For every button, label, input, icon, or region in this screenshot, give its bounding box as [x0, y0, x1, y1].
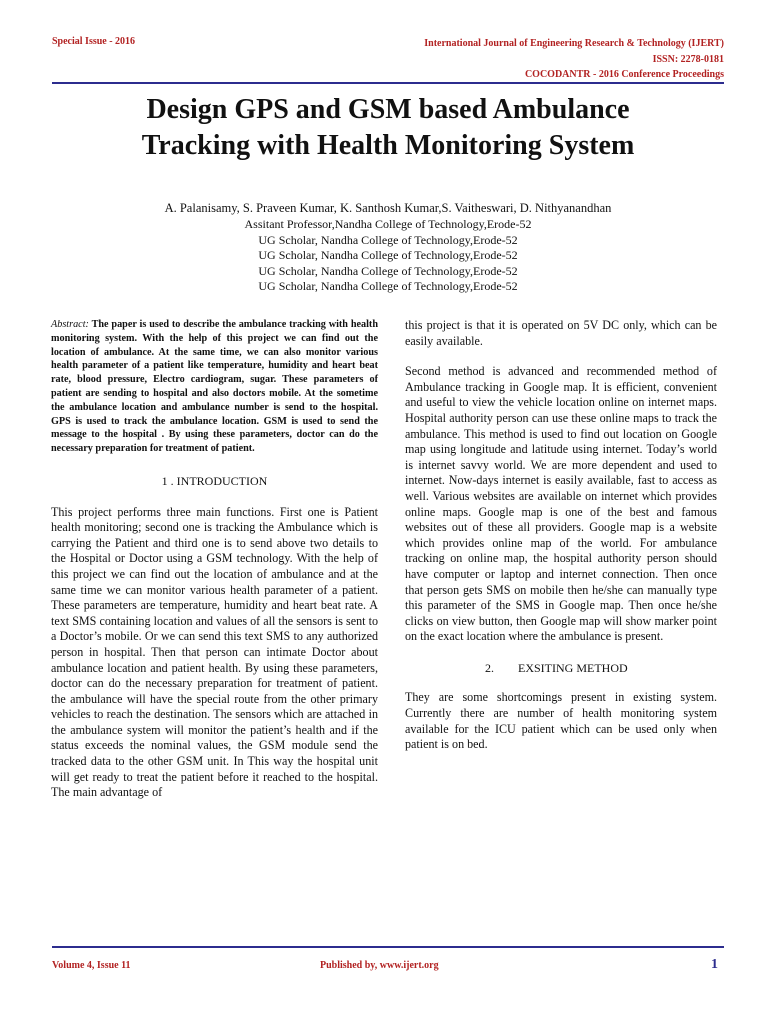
section-number: 2. [485, 660, 494, 675]
footer-publisher: Published by, www.ijert.org [320, 960, 439, 971]
section-title: EXSITING METHOD [518, 660, 628, 675]
header-issn: ISSN: 2278-0181 [652, 53, 724, 65]
header-special-issue: Special Issue - 2016 [52, 36, 136, 47]
header-divider [52, 82, 724, 84]
google-map-method-paragraph: Second method is advanced and recommended method of Ambulance tracking in Google map. It is efficient, convenient and useful to view the vehicle location online on internet maps. Hospital authority person can use these online maps to track the ambulance. This method is used to find out location on Google map using longitude and latitude using internet. Today’s world is internet savvy world. We are more dependent and used to internet. Now-days internet is easily available, fast to access as well. Various websites are available on internet which provides online maps. Google map is one of the best and famous websites out of these all providers. Google map is a website which provides online map of the world. For ambulance tracking on online map, the hospital authority person should have computer or laptop and internet connection. Then once that person gets SMS on mobile then he/she can manually type this parameter of the SMS in Google map. Then once he/she clicks on view button, then Google map will show marker point on the exact location where the ambulance is present. [405, 364, 717, 644]
title-line-1: Design GPS and GSM based Ambulance [146, 94, 630, 125]
section-heading-introduction: 1 . INTRODUCTION [161, 473, 268, 488]
header-journal-info [364, 36, 724, 83]
affiliation-line: UG Scholar, Nandha College of Technology,Erode-52 [258, 279, 518, 294]
author-list: A. Palanisamy, S. Praveen Kumar, K. Santhosh Kumar,S. Vaitheswari, D. Nithyanandhan [164, 201, 612, 215]
title-line-2: Tracking with Health Monitoring System [141, 130, 635, 161]
existing-method-text: They are some shortcomings present in existing system. Currently there are number of health monitoring system available for the ICU patient which can be used only when patient is on bed. [405, 690, 717, 752]
footer-volume: Volume 4, Issue 11 [52, 960, 131, 971]
footer-divider [52, 946, 724, 948]
right-column [405, 318, 717, 768]
header-proceedings: COCODANTR - 2016 Conference Proceedings [524, 69, 724, 80]
abstract-text: The paper is used to describe the ambulance tracking with health monitoring system. With the help of this project we can find out the location of ambulance. At the same time, we can also monitor various health parameter of a patient like temperature, humidity and heart beat rate, blood pressure, Electro cardiogram, sugar. These parameters of patient are sending to hospital and also doctors mobile. At the sometime the ambulance location and ambulance number is send to the hospital. GPS is used to track the ambulance location. GSM is used to send the message to the hospital . By using these parameters, doctor can do the necessary preparation for treatment of patient. [51, 319, 378, 455]
header-journal-name: International Journal of Engineering Research & Technology (IJERT) [424, 38, 724, 49]
abstract-label: Abstract: [51, 319, 89, 330]
page-number: 1 [711, 957, 718, 972]
continued-paragraph: this project is that it is operated on 5V DC only, which can be easily available. [405, 318, 717, 348]
affiliation-line: UG Scholar, Nandha College of Technology,Erode-52 [258, 232, 518, 247]
affiliation-line: UG Scholar, Nandha College of Technology,Erode-52 [258, 248, 518, 263]
paper-title [60, 92, 716, 164]
affiliation-line: UG Scholar, Nandha College of Technology,Erode-52 [258, 263, 518, 278]
section-heading-existing-method [405, 661, 717, 677]
affiliation-list [60, 217, 716, 295]
left-column [51, 318, 378, 816]
abstract [51, 318, 378, 456]
affiliation-line: Assitant Professor,Nandha College of Technology,Erode-52 [244, 217, 532, 231]
introduction-text: This project performs three main functions. First one is Patient health monitoring; second one is tracking the Ambulance which is carrying the Patient and third one is to send above two details to the Hospital or Doctor using a GSM technology. With the help of this project we can find out the location of ambulance and at the same time we can monitor various health parameter of a patient. These parameters are temperature, humidity and heart beat rate. A text SMS containing location and values of all the sensors is sent to a Doctor’s mobile. Or we can send this text SMS to any authorized person in hospital. Then that person can intimate Doctor about ambulance location and patient health. By using these parameters, doctor can do the necessary preparation for treatment of patient. the ambulance will have the special route from the other primary vehicles to reach the destination. The sensors which are attached in the ambulance system will monitor the patient’s health and if the status exceeds the nominal values, the GSM module send the tracked data to the other GSM unit. In This way the hospital unit will get ready to treat the patient before it reached to the hospital. The main advantage of [51, 504, 378, 800]
